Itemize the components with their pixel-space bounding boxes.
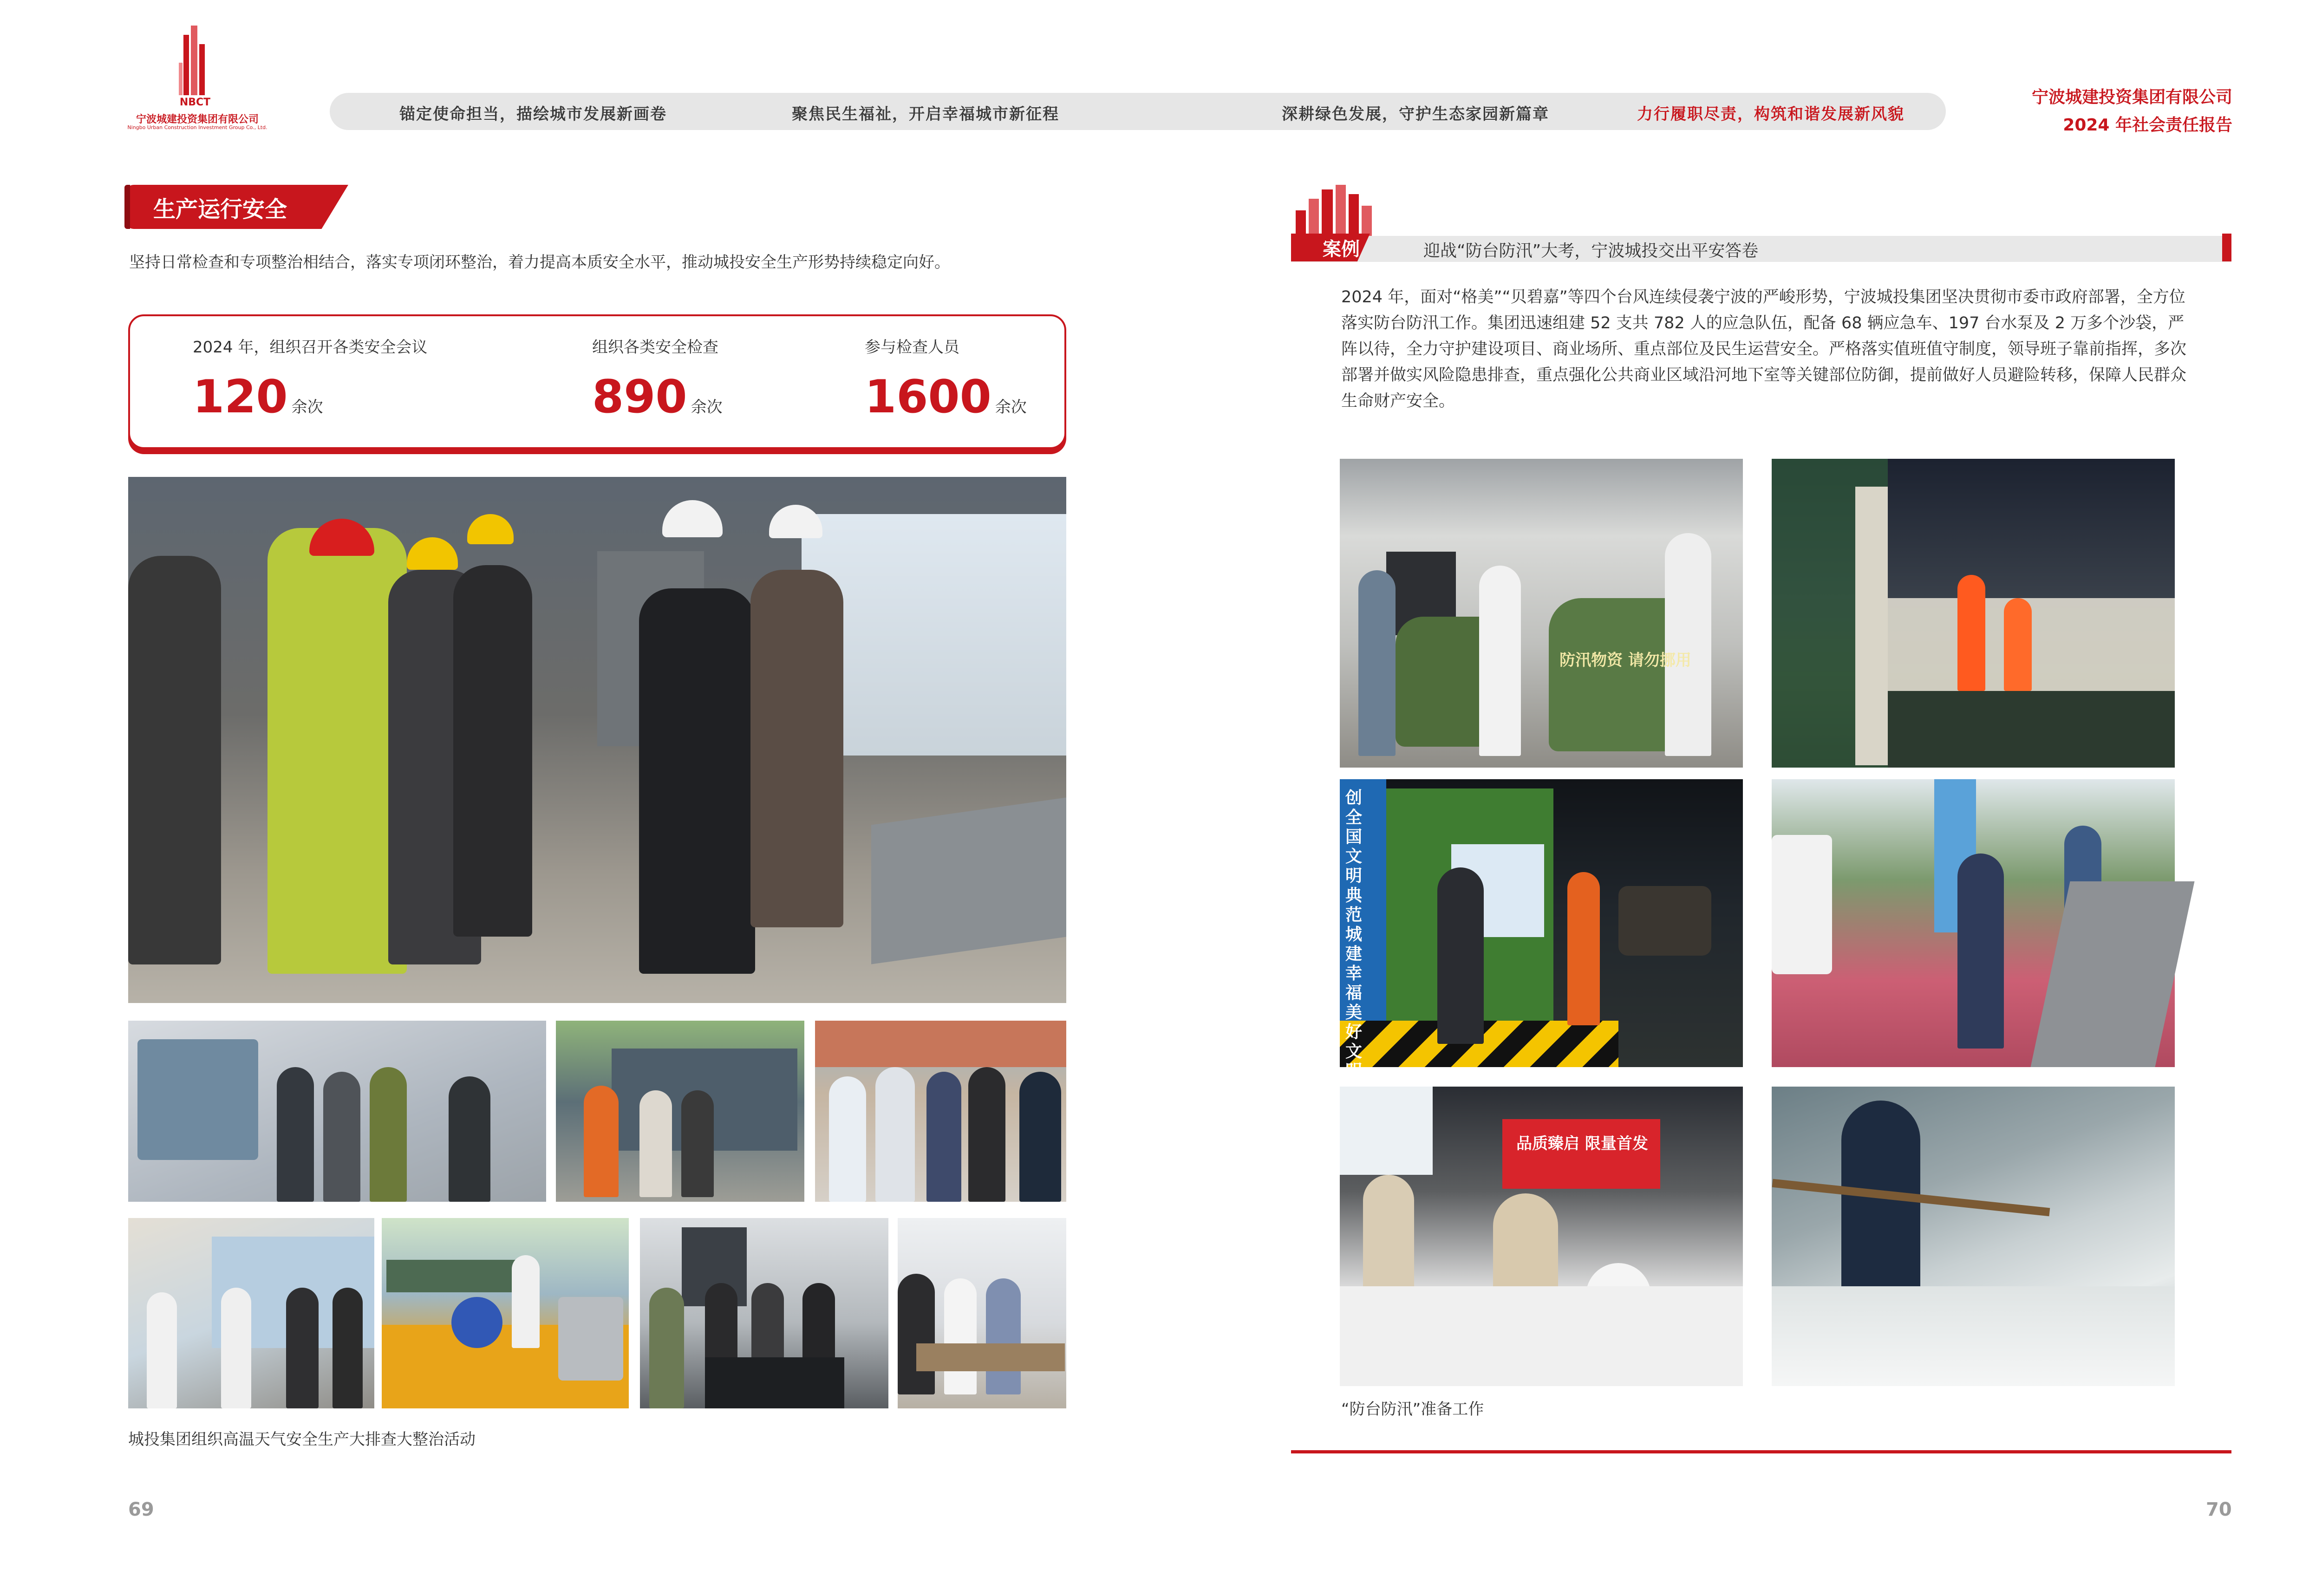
photo-inspection-building-interior xyxy=(128,1218,374,1408)
photo-road-drainage-work xyxy=(1772,779,2175,1067)
report-company: 宁波城建投资集团有限公司 xyxy=(2031,88,2232,107)
case-bar-end xyxy=(2222,234,2231,261)
nav-item-chapter-2[interactable]: 聚焦民生福祉，开启幸福城市新征程 xyxy=(792,105,1059,124)
stat-value-inspectors: 1600 余次 xyxy=(865,371,1027,423)
nav-item-chapter-1[interactable]: 锚定使命担当，描绘城市发展新画卷 xyxy=(399,105,667,124)
case-title: 迎战“防台防汛”大考，宁波城投交出平安答卷 xyxy=(1423,241,1759,261)
left-photo-caption: 城投集团组织高温天气安全生产大排查大整治活动 xyxy=(128,1430,476,1449)
report-title xyxy=(2032,84,2232,139)
stat-value-meetings: 120 余次 xyxy=(193,371,323,423)
nav-item-chapter-4-active[interactable]: 力行履职尽责，构筑和谐发展新风貌 xyxy=(1637,105,1905,124)
case-buildings-icon xyxy=(1296,185,1379,236)
nav-item-chapter-3[interactable]: 深耕绿色发展，守护生态家园新篇章 xyxy=(1282,105,1549,124)
section-intro: 坚持日常检查和专项整治相结合，落实专项闭环整治，着力提高本质安全水平，推动城投安全生产形势持续稳定向好。 xyxy=(129,253,950,272)
photo-night-patrol-rain xyxy=(1772,459,2175,768)
stat-label-meetings: 2024 年，组织召开各类安全会议 xyxy=(193,338,428,357)
stat-label-inspections: 组织各类安全检查 xyxy=(592,338,718,357)
logo-company-name: 宁波城建投资集团有限公司 xyxy=(136,114,259,125)
case-body-text: 2024 年，面对“格美”“贝碧嘉”等四个台风连续侵袭宁波的严峻形势，宁波城投集团坚决贯彻市委市政府部署，全方位落实防台防汛工作。集团迅速组建 52 支共 782 人的应急队伍，配备 68 辆应急车、197 台水泵及 2 万多个沙袋，严阵以待，全力守护建设项目、商业场所、重点部位及民生运营安全。严格落实值班值守制度，领导班子靠前指挥，多次部署并做实风险隐患排查，重点强化公共商业区域沿河地下室等关键部位防御，提前做好人员避险转移，保障人民群众生命财产安全。 xyxy=(1341,288,2187,410)
logo-icon xyxy=(179,26,211,95)
photo-inspection-plant-room xyxy=(128,1021,546,1202)
photo-site-inspection-main xyxy=(128,477,1066,1003)
tarp-sign-text: 防汛物资 请勿挪用 xyxy=(1559,651,1691,670)
footer-rule xyxy=(1291,1450,2231,1453)
page-number-right: 70 xyxy=(2206,1499,2232,1520)
photo-flood-clearing-drain xyxy=(1772,1087,2175,1386)
case-tag-label: 案例 xyxy=(1323,239,1360,260)
stat-value-inspections: 890 余次 xyxy=(592,371,723,423)
photo-inspection-control-room xyxy=(640,1218,888,1408)
photo-flood-supplies-storage xyxy=(1340,459,1743,768)
stat-label-inspectors: 参与检查人员 xyxy=(865,338,959,357)
logo-abbr: NBCT xyxy=(179,97,211,108)
section-title-tag-edge xyxy=(124,185,130,229)
page-number-left: 69 xyxy=(128,1499,154,1520)
logo-company-name-en: Ningbo Urban Construction Investment Group Co., Ltd. xyxy=(127,124,267,130)
photo-inspection-office-meeting xyxy=(898,1218,1066,1408)
photo-inspection-pump-equipment xyxy=(382,1218,629,1408)
section-title: 生产运行安全 xyxy=(153,196,287,222)
photo-inspection-street xyxy=(815,1021,1066,1202)
photo-inspection-container-yard xyxy=(556,1021,804,1202)
report-name: 2024 年社会责任报告 xyxy=(2063,116,2232,135)
slogan-banner-text: 创全国文明典范城 建幸福美好文明 xyxy=(1345,788,1363,1081)
right-photo-caption: “防台防汛”准备工作 xyxy=(1341,1400,1484,1419)
photo-night-wall-inspection xyxy=(1340,779,1743,1081)
billboard-text: 品质臻启 限量首发 xyxy=(1516,1134,1648,1153)
photo-sandbag-preparation xyxy=(1340,1087,1743,1386)
